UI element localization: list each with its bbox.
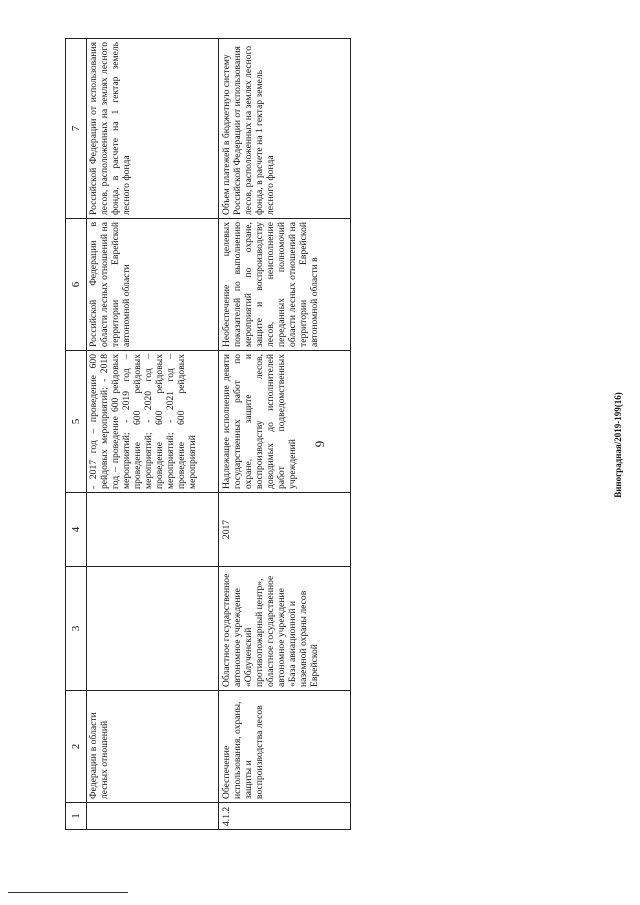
cell-r1-c4 bbox=[86, 493, 219, 566]
margin-rule bbox=[8, 892, 128, 893]
column-5 bbox=[66, 350, 350, 492]
cell-r1-c1 bbox=[86, 803, 219, 829]
column-6 bbox=[66, 218, 350, 350]
cell-r1-c3 bbox=[86, 567, 219, 690]
cell-r2-c5: Надлежащее исполнение девяти государственных работ по охране, защите и воспроизводству лесов, доводимых до исполнителей работ подведомственных учреждений bbox=[221, 354, 298, 489]
header-3: 3 bbox=[66, 567, 87, 690]
page-number: 9 bbox=[312, 440, 327, 448]
header-5: 5 bbox=[66, 351, 87, 492]
header-1: 1 bbox=[66, 803, 87, 829]
column-2 bbox=[66, 690, 350, 802]
cell-r1-c5: - 2017 год – проведение 600 рейдовых мероприятий; - 2018 год – проведение 600 рейдовых мероприятий; - 2019 год – проведение 600 рейдовых мероприятий; - 2020 год – проведение 600 рейдовых мероприятий; - 2021 год – проведение 600 рейдовых мероприятий bbox=[86, 351, 219, 492]
header-4: 4 bbox=[66, 493, 87, 566]
header-7: 7 bbox=[66, 39, 87, 218]
column-7 bbox=[66, 39, 350, 218]
cell-r1-c2: Федерации в области лесных отношений bbox=[86, 691, 219, 802]
column-1 bbox=[66, 802, 350, 829]
document-footer-id: Виноградная/2019-199(16) bbox=[613, 392, 623, 498]
cell-r2-c1: 4.1.2 bbox=[221, 806, 232, 826]
cell-r2-c3: Областное государственное автономное учреждение «Облученский противопожарный центр», областное государственное автономное учреждение «База авиационной и наземной охраны лесов Еврейской bbox=[221, 573, 320, 687]
program-table bbox=[65, 38, 351, 830]
header-2: 2 bbox=[66, 691, 87, 802]
cell-r2-c2: Обеспечение использования, охраны, защиты и воспроизводства лесов bbox=[221, 701, 265, 799]
column-3 bbox=[66, 566, 350, 690]
document-table-area bbox=[65, 38, 351, 830]
cell-r1-c6: Российской Федерации в области лесных отношений на территории Еврейской автономной области bbox=[86, 219, 219, 350]
header-6: 6 bbox=[66, 219, 87, 350]
column-4 bbox=[66, 492, 350, 566]
cell-r1-c7: Российской Федерации от использования лесов, расположенных на землях лесного фонда, в расчете на 1 гектар земель лесного фонда bbox=[86, 39, 219, 218]
cell-r2-c6: Необеспечение целевых показателей по выполнению мероприятий по охране, защите и воспроизводству лесов, неисполнение переданных полномочий области лесных отношений на территории Еврейской автономной области в bbox=[221, 222, 320, 347]
cell-r2-c4: 2017 bbox=[221, 519, 232, 540]
cell-r2-c7: Объем платежей в бюджетную систему Российской Федерации от использования лесов, расположенных на землях лесного фонда, в расчете на 1 гектар земель лесного фонда bbox=[221, 45, 276, 215]
